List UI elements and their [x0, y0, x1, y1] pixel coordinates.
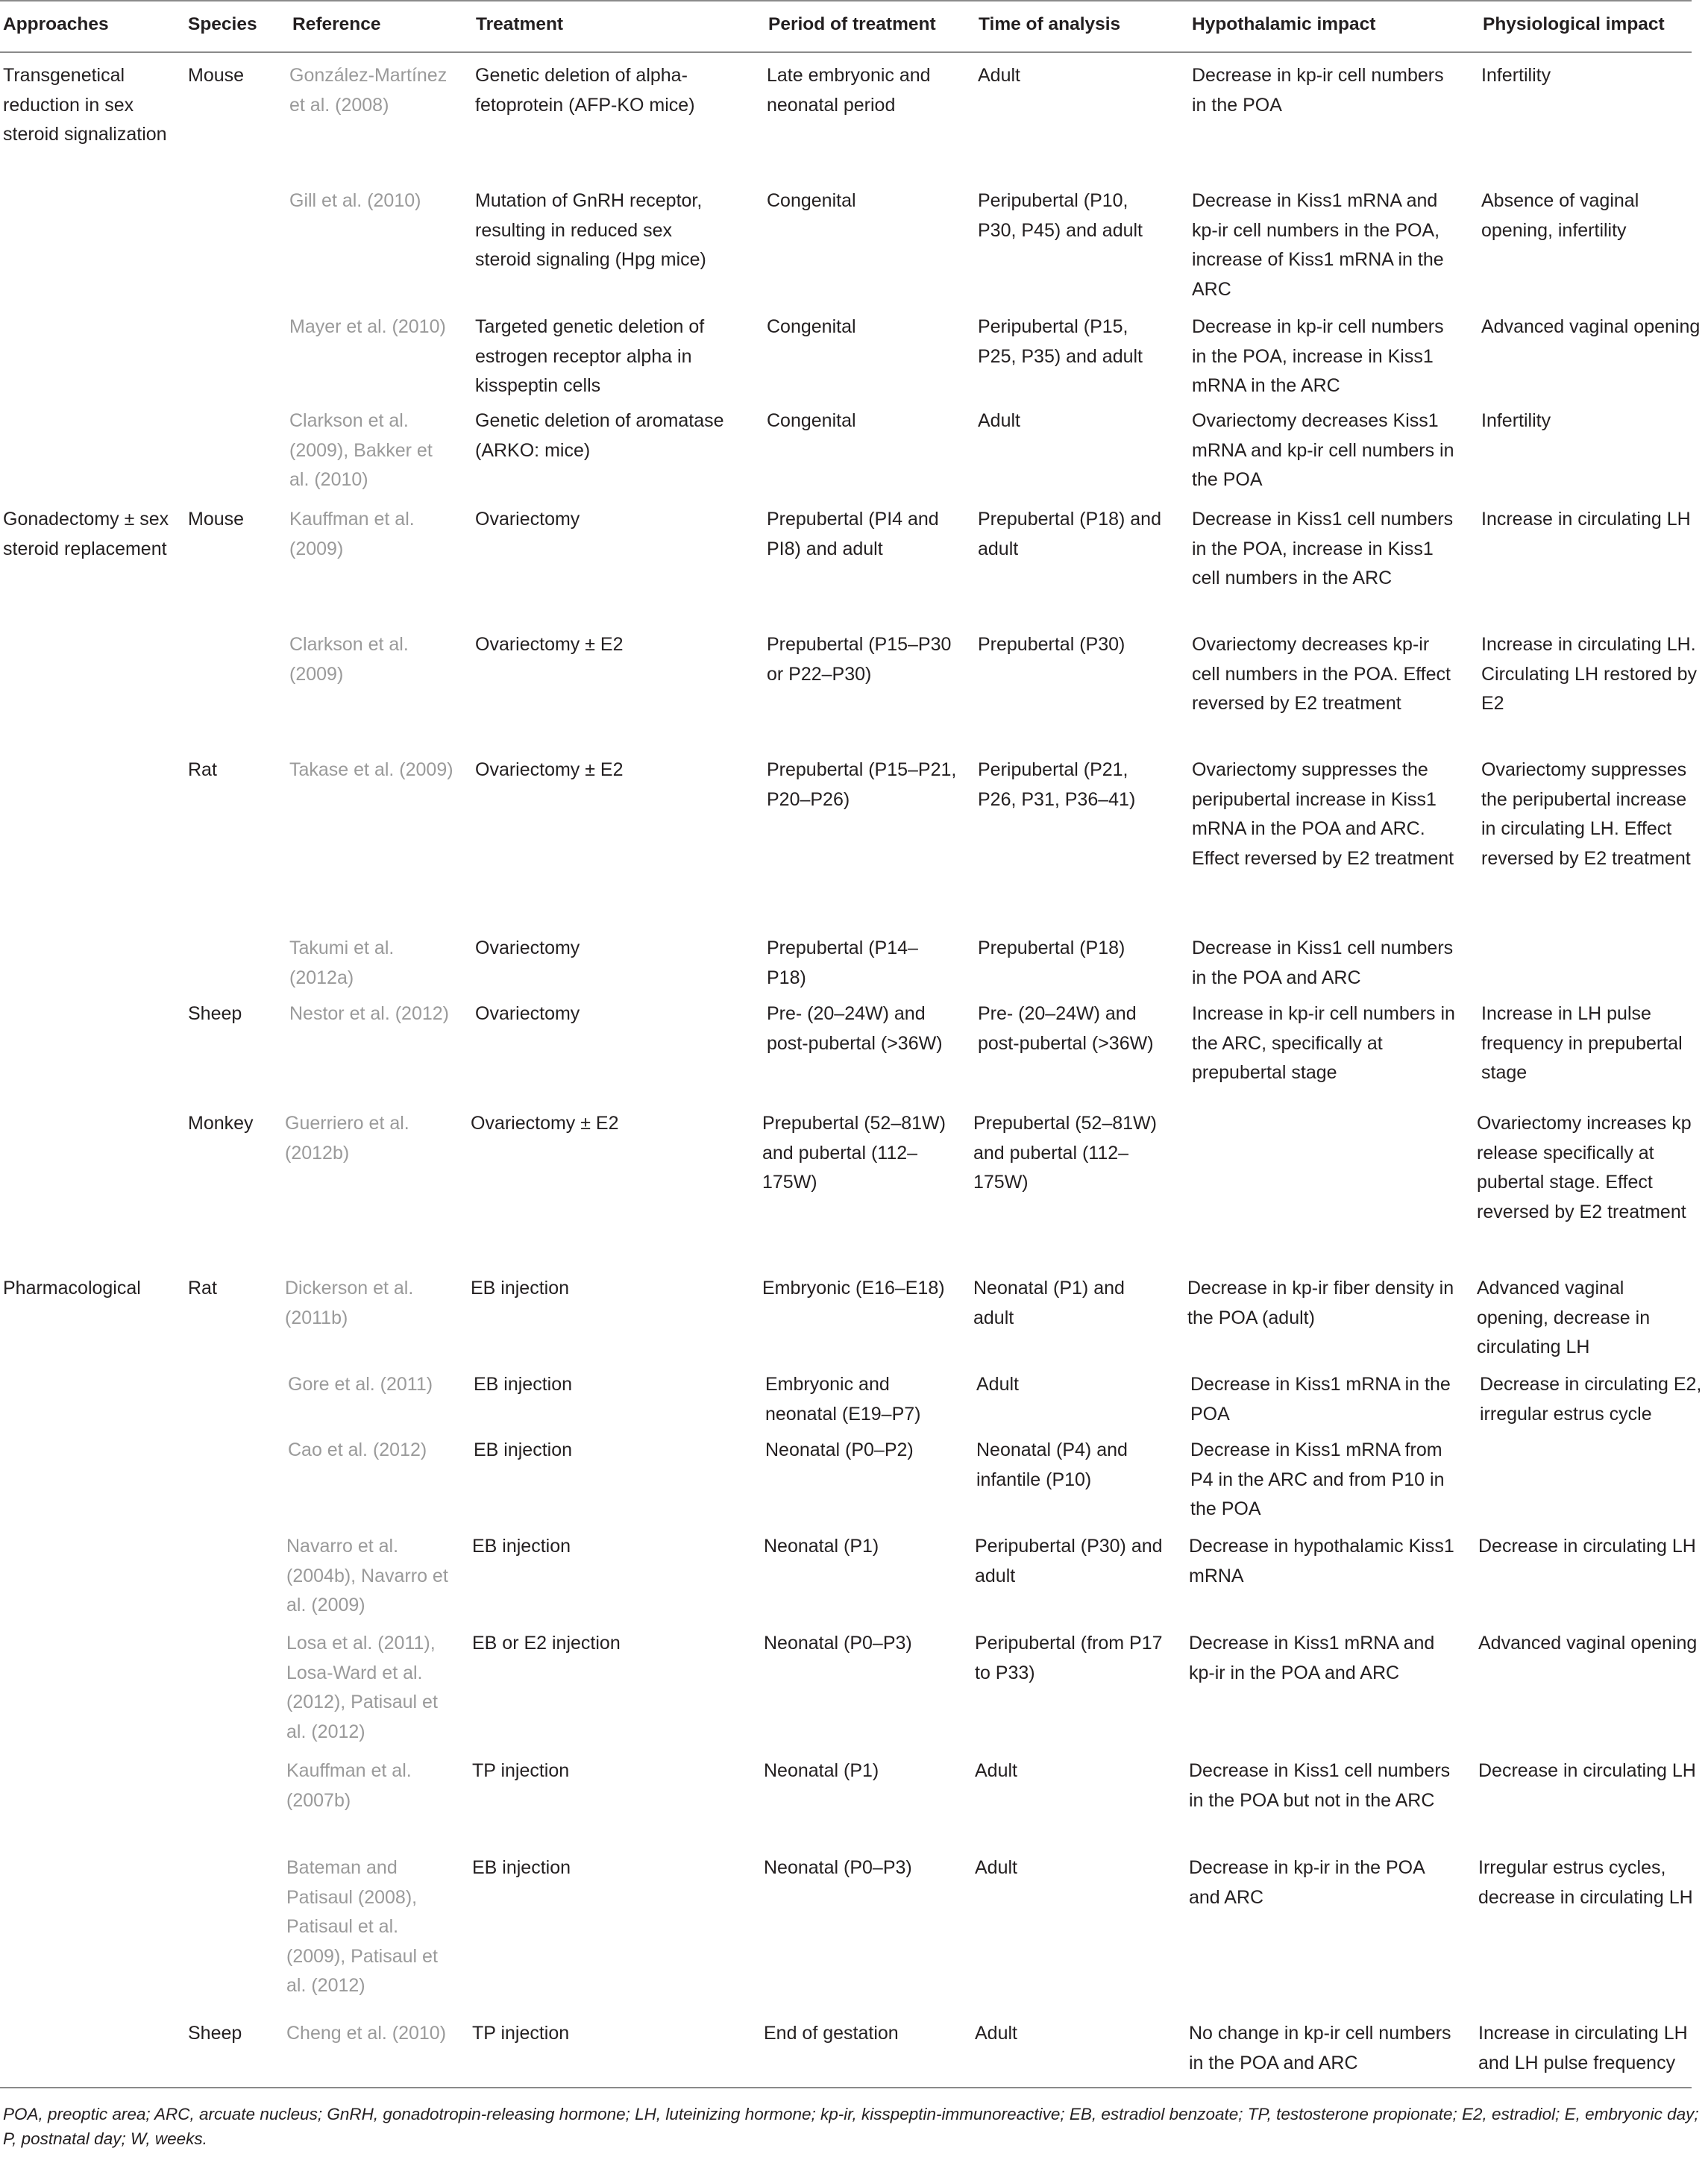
cell-hypothalamic: Decrease in Kiss1 cell numbers in the POA, increase in Kiss1 cell numbers in the ARC — [1192, 509, 1454, 588]
header-rule — [0, 51, 1692, 53]
cell-reference: Gill et al. (2010) — [289, 190, 421, 211]
cell-time: Prepubertal (P18) and adult — [978, 509, 1161, 559]
cell-reference: Clarkson et al. (2009), Bakker et al. (2010) — [289, 410, 433, 490]
cell-species: Sheep — [188, 2023, 242, 2044]
cell-physiological: Decrease in circulating E2, irregular estrus cycle — [1480, 1374, 1702, 1425]
cell-hypothalamic: Decrease in kp-ir fiber density in the POA (adult) — [1187, 1278, 1454, 1328]
header-time: Time of analysis — [979, 14, 1121, 34]
cell-physiological: Decrease in circulating LH — [1478, 1536, 1696, 1557]
cell-period: Neonatal (P1) — [764, 1536, 879, 1557]
cell-hypothalamic: No change in kp-ir cell numbers in the POA and ARC — [1189, 2023, 1451, 2073]
cell-period: Embryonic (E16–E18) — [762, 1278, 945, 1299]
cell-period: Prepubertal (52–81W) and pubertal (112–175W) — [762, 1113, 946, 1193]
cell-reference: Losa et al. (2011), Losa-Ward et al. (2012), Patisaul et al. (2012) — [286, 1633, 438, 1742]
cell-period: Neonatal (P0–P3) — [764, 1633, 912, 1654]
cell-physiological: Ovariectomy increases kp release specifically at pubertal stage. Effect reversed by E2 treatment — [1477, 1113, 1692, 1222]
cell-hypothalamic: Decrease in Kiss1 cell numbers in the POA and ARC — [1192, 938, 1454, 988]
cell-reference: Cao et al. (2012) — [288, 1439, 427, 1460]
cell-physiological: Infertility — [1481, 65, 1551, 86]
cell-physiological: Advanced vaginal opening — [1478, 1633, 1698, 1654]
cell-time: Peripubertal (from P17 to P33) — [975, 1633, 1163, 1683]
cell-period: Prepubertal (P15–P30 or P22–P30) — [767, 634, 952, 685]
cell-physiological: Absence of vaginal opening, infertility — [1481, 190, 1639, 241]
cell-hypothalamic: Decrease in kp-ir cell numbers in the POA, increase in Kiss1 mRNA in the ARC — [1192, 316, 1444, 396]
header-species: Species — [188, 14, 257, 34]
cell-hypothalamic: Decrease in hypothalamic Kiss1 mRNA — [1189, 1536, 1454, 1586]
cell-physiological: Increase in circulating LH — [1481, 509, 1691, 530]
cell-physiological: Decrease in circulating LH — [1478, 1760, 1696, 1781]
cell-treatment: EB injection — [472, 1857, 571, 1878]
cell-reference: Nestor et al. (2012) — [289, 1003, 449, 1024]
cell-species: Rat — [188, 1278, 217, 1299]
cell-period: Neonatal (P0–P2) — [765, 1439, 914, 1460]
cell-reference: Takumi et al. (2012a) — [289, 938, 395, 988]
cell-physiological: Increase in circulating LH and LH pulse frequency — [1478, 2023, 1688, 2073]
cell-time: Peripubertal (P15, P25, P35) and adult — [978, 316, 1143, 367]
cell-period: Prepubertal (P14–P18) — [767, 938, 918, 988]
cell-treatment: EB or E2 injection — [472, 1633, 621, 1654]
cell-treatment: Ovariectomy — [475, 509, 580, 530]
cell-species: Mouse — [188, 65, 245, 86]
cell-treatment: Ovariectomy ± E2 — [475, 634, 624, 655]
cell-reference: Cheng et al. (2010) — [286, 2023, 447, 2044]
cell-physiological: Increase in LH pulse frequency in prepubertal stage — [1481, 1003, 1683, 1083]
header-hypothalamic: Hypothalamic impact — [1192, 14, 1376, 34]
cell-hypothalamic: Ovariectomy decreases kp-ir cell numbers in the POA. Effect reversed by E2 treatment — [1192, 634, 1451, 714]
table-top-rule — [0, 0, 1692, 1]
cell-period: Congenital — [767, 316, 856, 337]
cell-time: Adult — [978, 65, 1020, 86]
cell-reference: González-Martínez et al. (2008) — [289, 65, 448, 116]
cell-time: Adult — [978, 410, 1020, 431]
cell-period: End of gestation — [764, 2023, 899, 2044]
cell-time: Adult — [975, 1857, 1017, 1878]
cell-hypothalamic: Decrease in Kiss1 mRNA and kp-ir in the POA and ARC — [1189, 1633, 1435, 1683]
cell-treatment: Genetic deletion of aromatase (ARKO: mice) — [475, 410, 724, 461]
cell-treatment: Targeted genetic deletion of estrogen receptor alpha in kisspeptin cells — [475, 316, 705, 396]
cell-approach: Gonadectomy ± sex steroid replacement — [3, 509, 169, 559]
header-period: Period of treatment — [768, 14, 936, 34]
cell-physiological: Increase in circulating LH. Circulating LH restored by E2 — [1481, 634, 1698, 714]
cell-period: Neonatal (P1) — [764, 1760, 879, 1781]
cell-hypothalamic: Decrease in Kiss1 cell numbers in the POA but not in the ARC — [1189, 1760, 1451, 1811]
cell-physiological: Advanced vaginal opening, decrease in circulating LH — [1477, 1278, 1651, 1357]
cell-treatment: EB injection — [474, 1439, 573, 1460]
cell-hypothalamic: Decrease in Kiss1 mRNA and kp-ir cell numbers in the POA, increase of Kiss1 mRNA in the ARC — [1192, 190, 1444, 300]
cell-species: Sheep — [188, 1003, 242, 1024]
cell-species: Rat — [188, 759, 217, 780]
cell-period: Neonatal (P0–P3) — [764, 1857, 912, 1878]
cell-reference: Clarkson et al. (2009) — [289, 634, 409, 685]
cell-period: Prepubertal (PI4 and PI8) and adult — [767, 509, 939, 559]
cell-reference: Navarro et al. (2004b), Navarro et al. (2009) — [286, 1536, 448, 1616]
cell-time: Peripubertal (P30) and adult — [975, 1536, 1163, 1586]
cell-period: Pre- (20–24W) and post-pubertal (>36W) — [767, 1003, 943, 1054]
cell-approach: Pharmacological — [3, 1278, 141, 1299]
cell-time: Adult — [975, 2023, 1017, 2044]
table-bottom-rule — [0, 2087, 1692, 2088]
cell-reference: Takase et al. (2009) — [289, 759, 453, 780]
cell-hypothalamic: Ovariectomy suppresses the peripubertal increase in Kiss1 mRNA in the POA and ARC. Effect reversed by E2 treatment — [1192, 759, 1454, 869]
cell-time: Neonatal (P4) and infantile (P10) — [976, 1439, 1128, 1490]
cell-hypothalamic: Decrease in Kiss1 mRNA in the POA — [1190, 1374, 1451, 1425]
cell-treatment: Genetic deletion of alpha-fetoprotein (AFP-KO mice) — [475, 65, 695, 116]
cell-treatment: Mutation of GnRH receptor, resulting in reduced sex steroid signaling (Hpg mice) — [475, 190, 706, 270]
cell-hypothalamic: Ovariectomy decreases Kiss1 mRNA and kp-ir cell numbers in the POA — [1192, 410, 1454, 490]
cell-hypothalamic: Decrease in kp-ir in the POA and ARC — [1189, 1857, 1425, 1908]
cell-time: Prepubertal (52–81W) and pubertal (112–175W) — [973, 1113, 1157, 1193]
header-approaches: Approaches — [3, 14, 109, 34]
cell-physiological: Advanced vaginal opening — [1481, 316, 1701, 337]
cell-time: Neonatal (P1) and adult — [973, 1278, 1125, 1328]
cell-treatment: Ovariectomy ± E2 — [475, 759, 624, 780]
cell-time: Pre- (20–24W) and post-pubertal (>36W) — [978, 1003, 1154, 1054]
cell-treatment: TP injection — [472, 1760, 570, 1781]
cell-reference: Kauffman et al. (2009) — [289, 509, 415, 559]
cell-period: Late embryonic and neonatal period — [767, 65, 931, 116]
cell-reference: Dickerson et al. (2011b) — [285, 1278, 414, 1328]
cell-hypothalamic: Increase in kp-ir cell numbers in the ARC, specifically at prepubertal stage — [1192, 1003, 1455, 1083]
cell-treatment: Ovariectomy ± E2 — [471, 1113, 619, 1134]
header-treatment: Treatment — [476, 14, 564, 34]
cell-time: Adult — [975, 1760, 1017, 1781]
cell-species: Mouse — [188, 509, 245, 530]
cell-reference: Gore et al. (2011) — [288, 1374, 433, 1395]
cell-time: Peripubertal (P10, P30, P45) and adult — [978, 190, 1143, 241]
table-footnote: POA, preoptic area; ARC, arcuate nucleus; GnRH, gonadotropin-releasing hormone; LH, luteinizing hormone; kp-ir, kisspeptin-immunoreactive; EB, estradiol benzoate; TP, testosterone propionate; E2, estradiol; E, embryonic day; P, postnatal day; W, weeks. — [3, 2105, 1699, 2148]
cell-physiological: Ovariectomy suppresses the peripubertal increase in circulating LH. Effect reversed by E2 treatment — [1481, 759, 1691, 869]
cell-time: Peripubertal (P21, P26, P31, P36–41) — [978, 759, 1136, 810]
cell-reference: Bateman and Patisaul (2008), Patisaul et al. (2009), Patisaul et al. (2012) — [286, 1857, 438, 1996]
cell-period: Congenital — [767, 190, 856, 211]
cell-approach: Transgenetical reduction in sex steroid signalization — [3, 65, 167, 145]
cell-period: Prepubertal (P15–P21, P20–P26) — [767, 759, 957, 810]
cell-treatment: EB injection — [474, 1374, 573, 1395]
cell-species: Monkey — [188, 1113, 254, 1134]
cell-period: Congenital — [767, 410, 856, 431]
cell-physiological: Infertility — [1481, 410, 1551, 431]
cell-treatment: Ovariectomy — [475, 1003, 580, 1024]
cell-treatment: EB injection — [471, 1278, 570, 1299]
header-reference: Reference — [292, 14, 381, 34]
cell-treatment: Ovariectomy — [475, 938, 580, 958]
header-physiological: Physiological impact — [1483, 14, 1665, 34]
cell-treatment: TP injection — [472, 2023, 570, 2044]
cell-hypothalamic: Decrease in Kiss1 mRNA from P4 in the ARC and from P10 in the POA — [1190, 1439, 1445, 1519]
cell-treatment: EB injection — [472, 1536, 571, 1557]
cell-hypothalamic: Decrease in kp-ir cell numbers in the POA — [1192, 65, 1444, 116]
cell-reference: Kauffman et al. (2007b) — [286, 1760, 412, 1811]
cell-period: Embryonic and neonatal (E19–P7) — [765, 1374, 921, 1425]
cell-reference: Guerriero et al. (2012b) — [285, 1113, 409, 1164]
cell-physiological: Irregular estrus cycles, decrease in circulating LH — [1478, 1857, 1693, 1908]
cell-time: Adult — [976, 1374, 1019, 1395]
cell-time: Prepubertal (P18) — [978, 938, 1125, 958]
cell-reference: Mayer et al. (2010) — [289, 316, 446, 337]
cell-time: Prepubertal (P30) — [978, 634, 1125, 655]
